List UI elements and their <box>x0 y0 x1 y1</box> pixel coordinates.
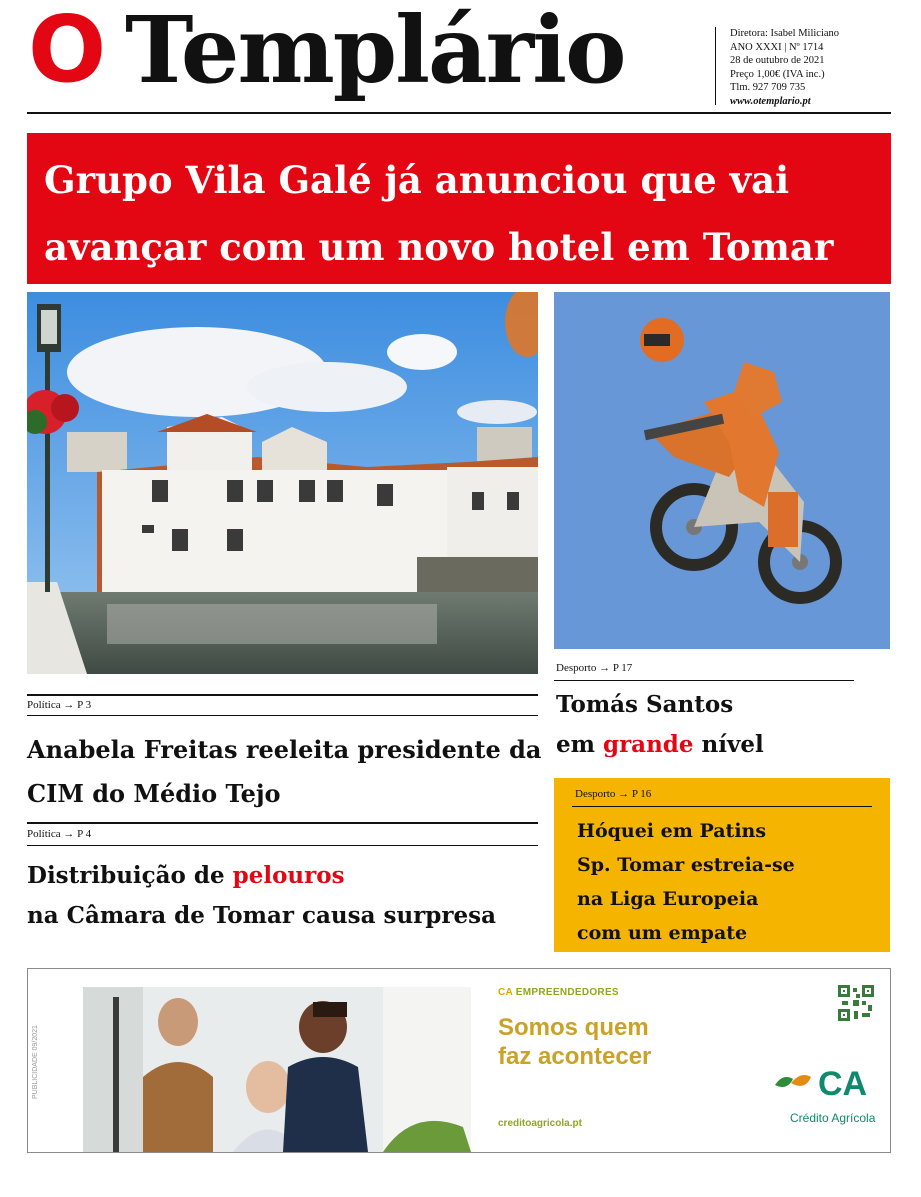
price: Preço 1,00€ (IVA inc.) <box>730 68 825 80</box>
ad-brand: CA <box>818 1065 868 1103</box>
director: Diretora: Isabel Miliciano <box>730 28 840 39</box>
website-link[interactable]: www.otemplario.pt <box>730 95 811 107</box>
issue-date: 28 de outubro de 2021 <box>730 55 825 66</box>
headline-text: nível <box>693 731 764 758</box>
ca-logo-icon <box>773 1071 813 1101</box>
divider <box>27 694 538 696</box>
motocross-photo[interactable] <box>554 292 890 649</box>
divider <box>27 715 538 716</box>
headline-line: com um empate <box>577 922 748 944</box>
ad-tag-text: EMPREENDEDORES <box>515 987 619 998</box>
credito-agricola-ad[interactable] <box>27 968 891 1153</box>
headline-anabela-freitas[interactable]: Anabela Freitas reeleita presidente da CIM do Médio Tejo <box>27 735 542 808</box>
masthead-divider <box>715 27 716 105</box>
headline-line: na Liga Europeia <box>577 888 759 910</box>
main-headline[interactable]: Grupo Vila Galé já anunciou que vai avançar com um novo hotel em Tomar <box>44 158 834 269</box>
ad-brand-name: Crédito Agrícola <box>790 1111 876 1125</box>
headline-hoquei[interactable] <box>577 814 887 950</box>
issue-info <box>730 27 839 108</box>
headline-text: Tomás Santos <box>556 691 734 718</box>
section-label: Desporto → P 16 <box>575 788 652 800</box>
divider <box>27 822 538 824</box>
section-label: Política → P 3 <box>27 699 92 711</box>
ad-url-link[interactable]: creditoagricola.pt <box>498 1118 582 1129</box>
masthead-o: O <box>28 0 105 103</box>
hotel-photo[interactable] <box>27 292 538 674</box>
ad-disclaimer: PUBLICIDADE 09/2021 <box>32 1025 39 1099</box>
qr-code-icon[interactable] <box>838 985 874 1021</box>
headline-line: Hóquei em Patins <box>577 820 767 842</box>
headline-pelouros[interactable] <box>27 856 547 936</box>
headline-text: Distribuição de <box>27 862 233 889</box>
divider <box>27 845 538 846</box>
masthead-title: Templário <box>125 0 625 104</box>
divider <box>572 806 872 807</box>
divider <box>554 680 854 681</box>
ad-photo <box>83 987 471 1152</box>
headline-text: em <box>556 731 603 758</box>
ad-tag <box>498 987 619 998</box>
headline-tomas-santos[interactable] <box>556 685 886 765</box>
phone: Tlm. 927 709 735 <box>730 82 806 93</box>
section-label: Desporto → P 17 <box>556 662 633 674</box>
ad-tag-ca: CA <box>498 987 513 998</box>
headline-text: na Câmara de Tomar causa surpresa <box>27 902 496 929</box>
issue-number: ANO XXXI | Nº 1714 <box>730 41 824 53</box>
section-label: Política → P 4 <box>27 828 92 840</box>
headline-highlight: grande <box>602 731 694 758</box>
headline-line: Sp. Tomar estreia-se <box>577 854 795 876</box>
headline-highlight: pelouros <box>232 862 345 889</box>
masthead-rule <box>27 112 891 114</box>
ad-slogan-line: faz acontecer <box>498 1043 652 1070</box>
ad-slogan <box>498 1013 651 1071</box>
ad-slogan-line: Somos quem <box>498 1014 649 1041</box>
